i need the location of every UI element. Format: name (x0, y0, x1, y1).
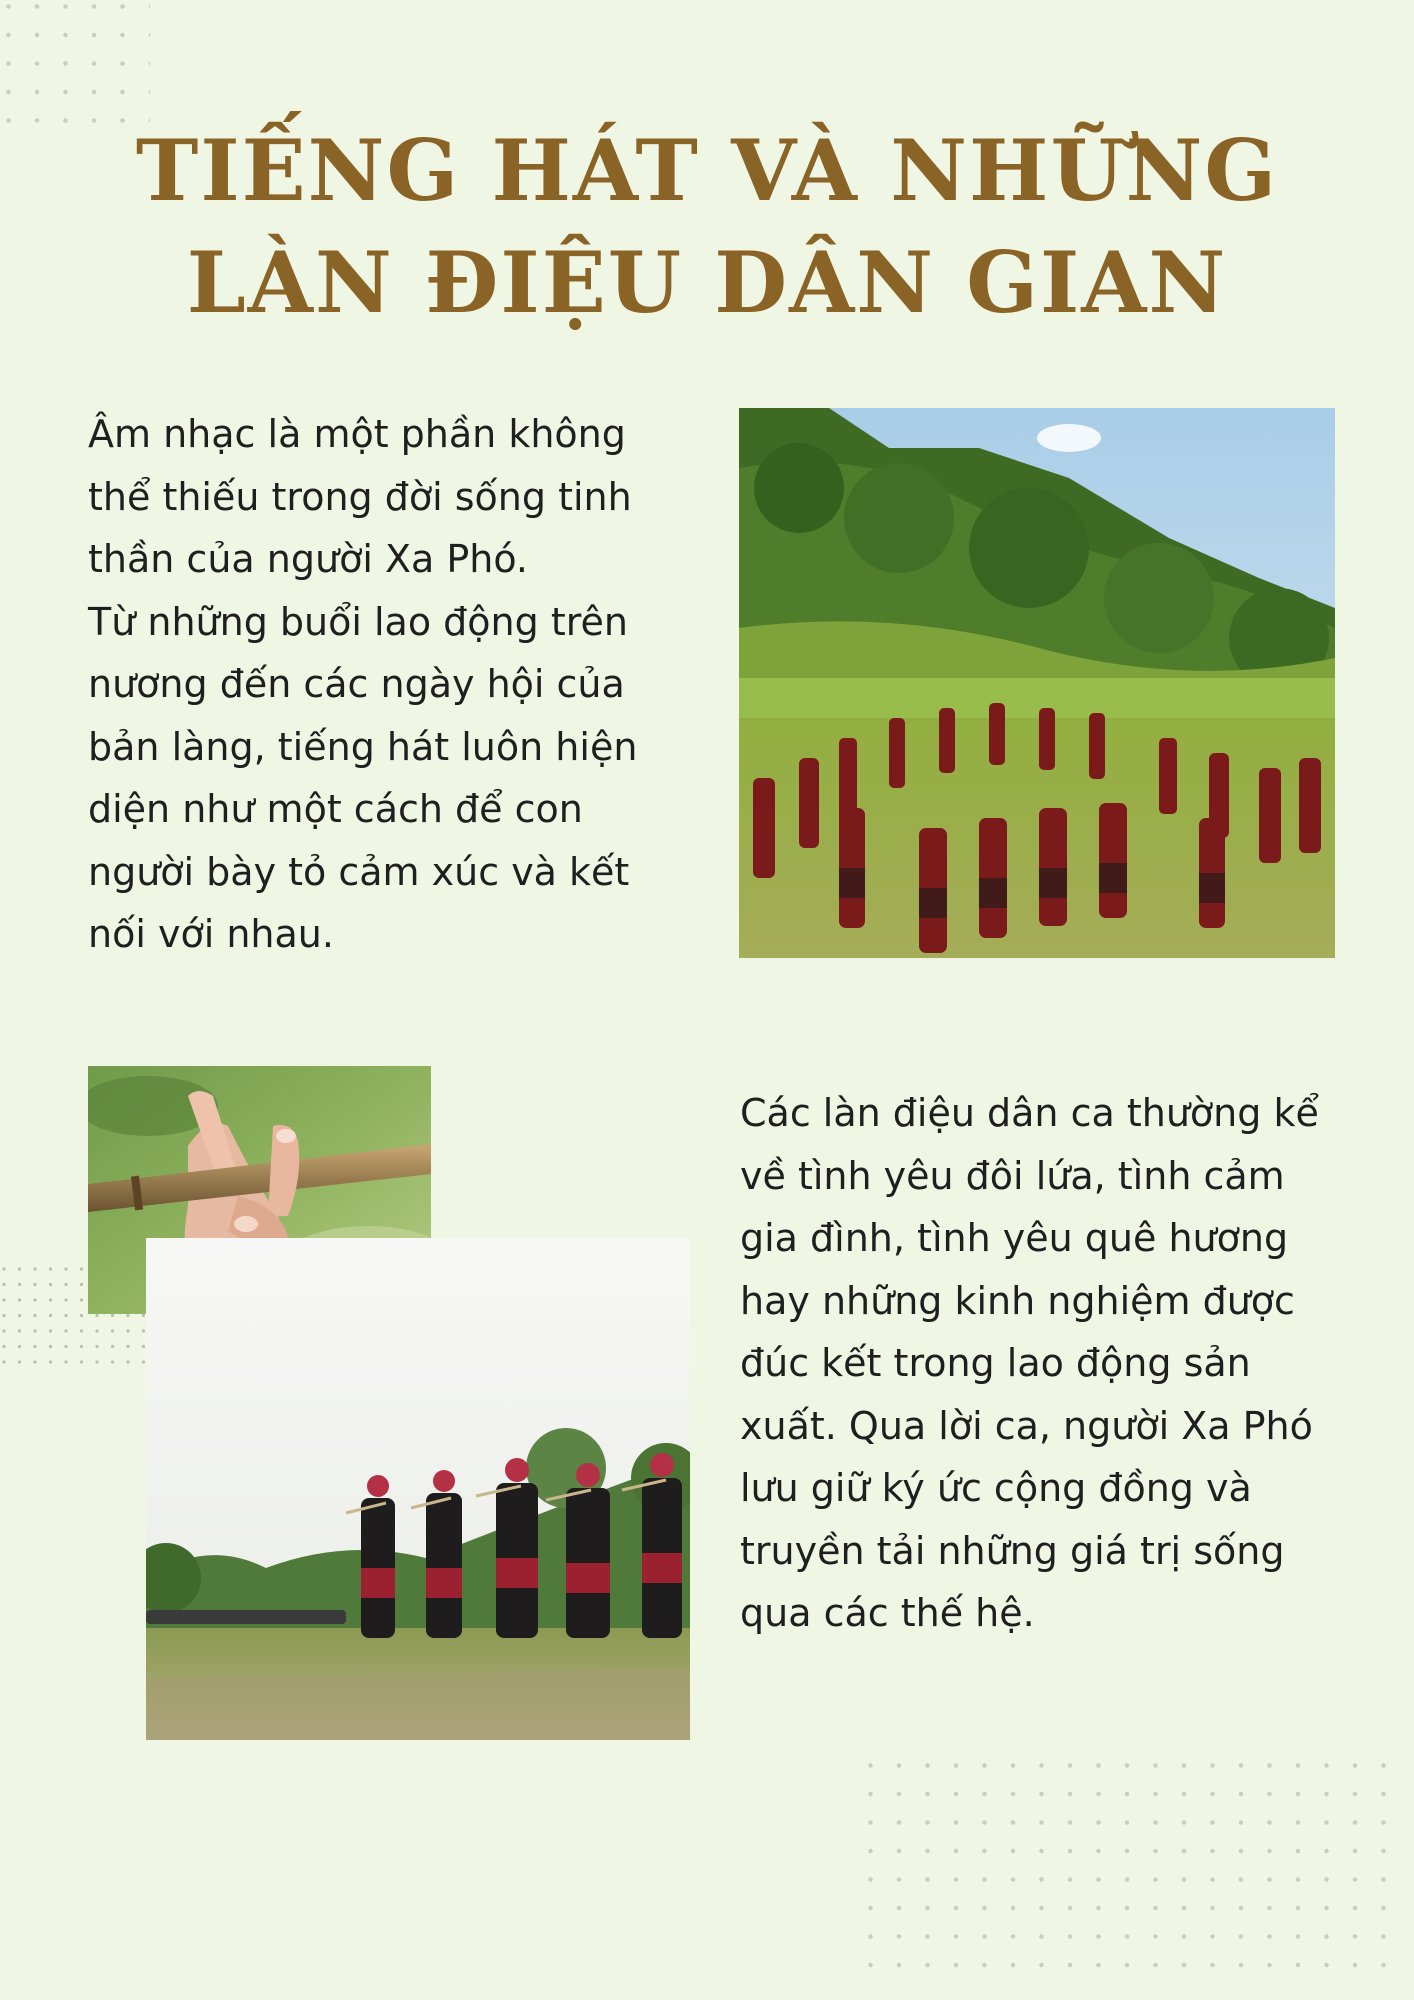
text-line: xuất. Qua lời ca, người Xa Phó (740, 1403, 1313, 1448)
text-line: người bày tỏ cảm xúc và kết (88, 849, 630, 894)
text-line: Âm nhạc là một phần không (88, 412, 626, 456)
intro-paragraph (88, 403, 658, 966)
dot-pattern-bottom-right (860, 1755, 1414, 1975)
text-line: Từ những buổi lao động trên (88, 599, 628, 644)
folk-songs-paragraph (740, 1082, 1336, 1645)
title-line-1: TIẾNG HÁT VÀ NHỮNG (135, 121, 1279, 220)
text-line: đúc kết trong lao động sản (740, 1341, 1251, 1385)
text-line: về tình yêu đôi lứa, tình cảm (740, 1153, 1285, 1198)
photo-flute-performers (146, 1238, 690, 1740)
text-line: nối với nhau. (88, 912, 334, 956)
text-line: lưu giữ ký ức cộng đồng và (740, 1466, 1252, 1510)
text-line: hay những kinh nghiệm được (740, 1278, 1295, 1323)
text-line: nương đến các ngày hội của (88, 662, 625, 706)
text-line: Các làn điệu dân ca thường kể (740, 1091, 1319, 1135)
text-line: thể thiếu trong đời sống tinh (88, 474, 632, 519)
photo-group-dance (739, 408, 1335, 958)
text-line: gia đình, tình yêu quê hương (740, 1216, 1289, 1260)
title-line-2: LÀN ĐIỆU DÂN GIAN (186, 233, 1228, 332)
text-line: bản làng, tiếng hát luôn hiện (88, 724, 638, 769)
page-title (0, 115, 1414, 339)
text-line: diện như một cách để con (88, 787, 583, 831)
text-line: truyền tải những giá trị sống (740, 1528, 1285, 1573)
text-line: thần của người Xa Phó. (88, 537, 529, 581)
text-line: qua các thế hệ. (740, 1591, 1035, 1635)
